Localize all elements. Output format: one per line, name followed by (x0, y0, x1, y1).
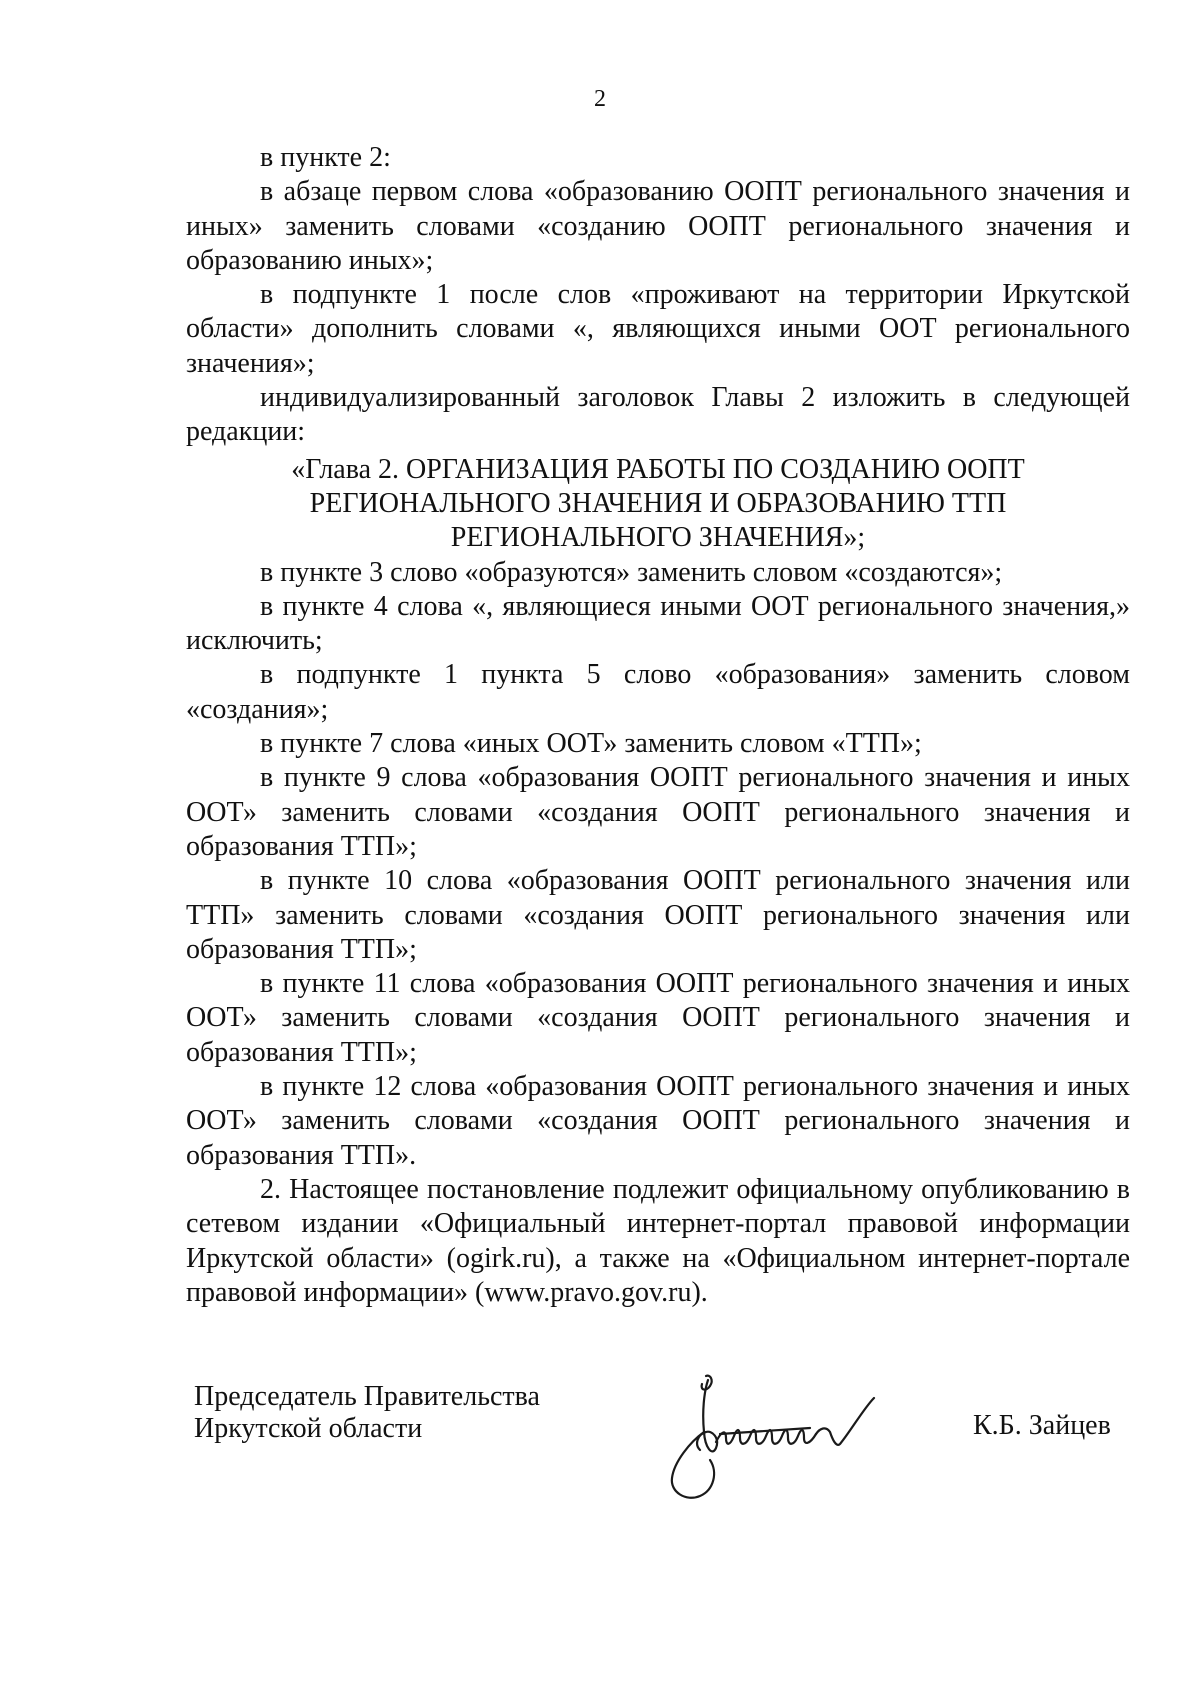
signer-name: К.Б. Зайцев (973, 1410, 1111, 1441)
paragraph: в пункте 4 слова «, являющиеся иными ООТ регионального значения,» исключить; (186, 590, 1130, 657)
page-number: 2 (594, 86, 606, 112)
publication-paragraph: 2. Настоящее постановление подлежит официальному опубликованию в сетевом издании «Официальный интернет-портал правовой информации Иркутской области» (ogirk.ru), а также на «Официальном интернет-портале правовой информации» (www.pravo.gov.ru). (186, 1173, 1130, 1308)
paragraph: индивидуализированный заголовок Главы 2 изложить в следующей редакции: (186, 382, 1130, 448)
paragraph: в пункте 12 слова «образования ООПТ регионального значения и иных ООТ» заменить словами «создания ООПТ регионального значения и образования ТТП». (186, 1071, 1130, 1171)
handwritten-signature (660, 1372, 930, 1502)
paragraph: в пункте 2: (260, 142, 391, 173)
document-body (186, 141, 1130, 1310)
paragraph: в абзаце первом слова «образованию ООПТ регионального значения и иных» заменить словами «созданию ООПТ регионального значения и образованию иных»; (186, 176, 1130, 276)
paragraph: в пункте 9 слова «образования ООПТ регионального значения и иных ООТ» заменить словами «создания ООПТ регионального значения и образования ТТП»; (186, 762, 1130, 862)
paragraph: в пункте 7 слова «иных ООТ» заменить словом «ТТП»; (260, 728, 922, 760)
signatory-title-line: Иркутской области (194, 1413, 423, 1444)
signatory-title-line: Председатель Правительства (194, 1381, 540, 1412)
paragraph: в пункте 11 слова «образования ООПТ регионального значения и иных ООТ» заменить словами «создания ООПТ регионального значения и образования ТТП»; (186, 968, 1130, 1068)
chapter-heading: «Глава 2. ОРГАНИЗАЦИЯ РАБОТЫ ПО СОЗДАНИЮ ООПТ РЕГИОНАЛЬНОГО ЗНАЧЕНИЯ И ОБРАЗОВАНИЮ ТТП РЕГИОНАЛЬНОГО ЗНАЧЕНИЯ»; (291, 453, 1025, 554)
signature-icon (660, 1372, 930, 1502)
paragraph: в пункте 10 слова «образования ООПТ регионального значения или ТТП» заменить словами «создания ООПТ регионального значения или образования ТТП»; (186, 865, 1130, 965)
paragraph: в подпункте 1 пункта 5 слово «образования» заменить словом «создания»; (186, 659, 1130, 725)
paragraph: в пункте 3 слово «образуются» заменить словом «создаются»; (260, 556, 1003, 588)
signatory-title (194, 1381, 540, 1445)
paragraph: в подпункте 1 после слов «проживают на территории Иркутской области» дополнить словами «, являющихся иными ООТ регионального значения»; (186, 279, 1130, 379)
